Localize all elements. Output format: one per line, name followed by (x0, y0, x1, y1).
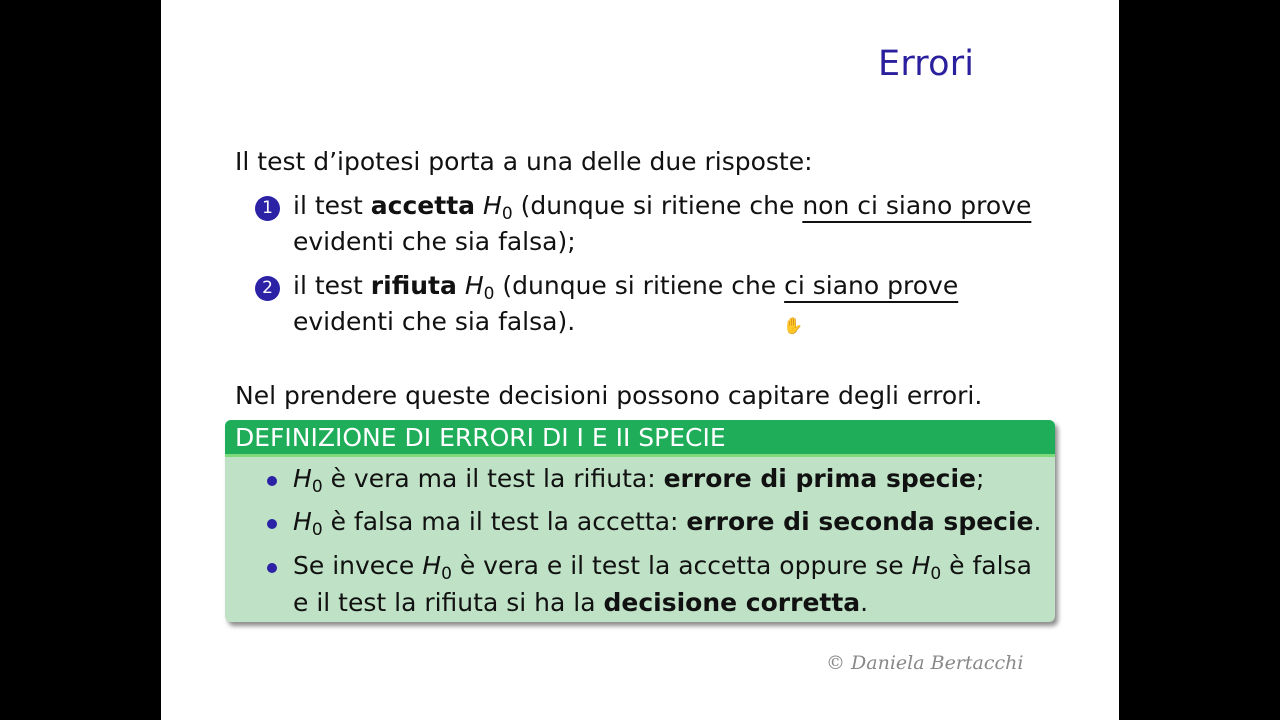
bullet-1-sub: 0 (311, 477, 323, 497)
item-1-verb: accetta (370, 191, 476, 220)
item-2-line-1 (293, 271, 958, 304)
item-2-underlined: ci siano prove (784, 271, 959, 300)
note-text: Nel prendere queste decisioni possono capitare degli errori. (235, 381, 983, 410)
bullet-3-line2-plain: e il test la rifiuta si ha la (293, 588, 604, 617)
item-2-number-badge: 2 (255, 276, 280, 301)
bullet-1-icon (267, 476, 277, 486)
bullet-3-a: Se invece (293, 551, 423, 580)
item-1-line-2: evidenti che sia falsa); (293, 227, 576, 256)
bullet-3-icon (267, 563, 277, 573)
item-2-mid: (dunque si ritiene che (494, 271, 785, 300)
item-1-pre: il test (293, 191, 371, 220)
item-1-number-badge: 1 (255, 196, 280, 221)
bullet-3-h1: H (422, 551, 442, 580)
hand-cursor-icon: ✋ (783, 316, 803, 335)
bullet-3-sub2: 0 (930, 564, 942, 584)
item-1-mid: (dunque si ritiene che (512, 191, 803, 220)
item-2-pre: il test (293, 271, 371, 300)
bullet-2-text (293, 507, 1041, 540)
bullet-1-text (293, 464, 984, 497)
bullet-2-sub: 0 (311, 520, 323, 540)
bullet-2-bold: errore di seconda specie (686, 507, 1034, 536)
item-2-h: H (464, 271, 484, 300)
bullet-1-h: H (293, 464, 312, 493)
item-1-underlined: non ci siano prove (802, 191, 1032, 220)
bullet-2-end: . (1033, 507, 1042, 536)
definition-block-title: DEFINIZIONE DI ERRORI DI I E II SPECIE (225, 420, 1055, 457)
slide-title: Errori (878, 44, 975, 84)
bullet-3-h2: H (911, 551, 931, 580)
bullet-3-sub1: 0 (441, 564, 452, 584)
item-2-verb: rifiuta (370, 271, 457, 300)
bullet-2-h: H (293, 507, 312, 536)
bullet-3-line-2 (293, 588, 868, 617)
definition-block (225, 420, 1055, 622)
slide (161, 0, 1119, 720)
bullet-2-plain: è falsa ma il test la accetta: (322, 507, 687, 536)
item-2-sub: 0 (483, 284, 495, 304)
bullet-3-bold: decisione corretta (603, 588, 861, 617)
intro-text: Il test d’ipotesi porta a una delle due risposte: (235, 147, 813, 176)
author-credit: © Daniela Bertacchi (826, 652, 1024, 674)
item-1-line-1 (293, 191, 1031, 224)
bullet-3-b: è vera e il test la accetta oppure se (451, 551, 912, 580)
bullet-2-icon (267, 519, 277, 529)
bullet-1-end: ; (976, 464, 985, 493)
item-1-h: H (483, 191, 502, 220)
item-2-line-2: evidenti che sia falsa). (293, 307, 576, 336)
bullet-3-c: è falsa (941, 551, 1032, 580)
item-1-sub: 0 (501, 204, 513, 224)
bullet-3-line-1 (293, 551, 1032, 584)
bullet-1-bold: errore di prima specie (663, 464, 977, 493)
bullet-1-plain: è vera ma il test la rifiuta: (322, 464, 664, 493)
bullet-3-end: . (860, 588, 869, 617)
